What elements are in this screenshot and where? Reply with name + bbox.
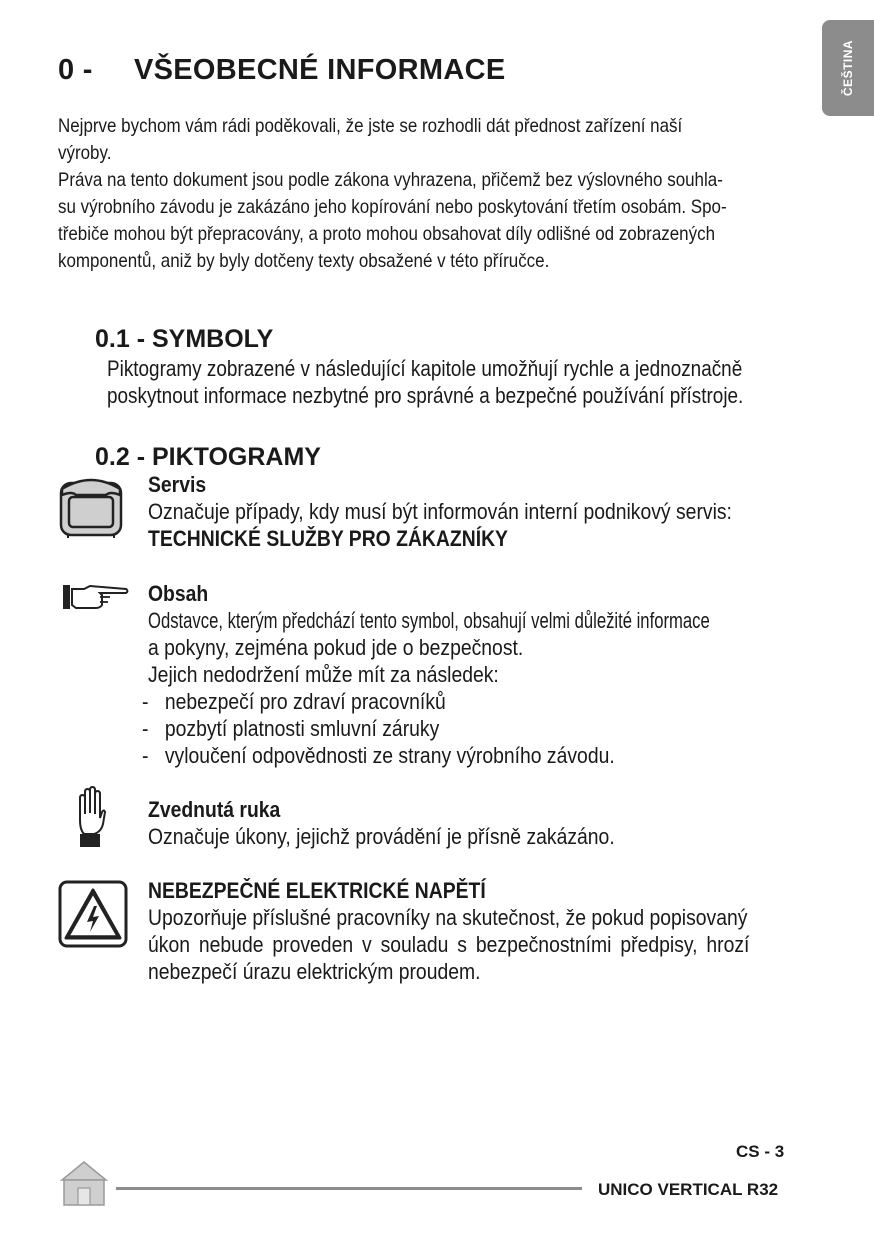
intro-line: třebiče mohou být přepracovány, a proto mohou obsahovat díly odlišné od zobrazených	[58, 223, 716, 245]
obsah-list	[142, 688, 615, 769]
language-tab-label: ČEŠTINA	[841, 39, 855, 97]
napeti-block	[148, 877, 749, 985]
ruka-title: Zvednutá ruka	[148, 797, 281, 822]
intro-line: komponentů, aniž by byly dotčeny texty obsažené v této příručce.	[58, 250, 550, 272]
telephone-icon	[58, 473, 124, 539]
language-tab[interactable]	[822, 20, 874, 116]
intro-line: su výrobního závodu je zakázáno jeho kopírování nebo poskytování třetím osobám. Spo-	[58, 196, 727, 218]
symbols-line: poskytnout informace nezbytné pro správné a bezpečné používání přístroje.	[107, 383, 744, 408]
obsah-line: Odstavce, kterým předchází tento symbol, obsahují velmi důležité informace	[148, 608, 710, 633]
chapter-title: VŠEOBECNÉ INFORMACE	[134, 54, 506, 86]
ruka-block	[148, 796, 615, 850]
napeti-line: nebezpečí úrazu elektrickým proudem.	[148, 959, 481, 984]
obsah-title: Obsah	[148, 581, 209, 606]
list-item	[142, 742, 615, 769]
intro-line: Nejprve bychom vám rádi poděkovali, že jste se rozhodli dát přednost zařízení naší	[58, 115, 683, 137]
chapter-number: 0 -	[58, 54, 93, 86]
list-item-text: vyloučení odpovědnosti ze strany výrobního závodu.	[164, 743, 615, 768]
napeti-title: NEBEZPEČNÉ ELEKTRICKÉ NAPĚTÍ	[148, 878, 486, 903]
electric-hazard-icon	[58, 880, 128, 948]
list-item	[142, 688, 615, 715]
napeti-line: Upozorňuje příslušné pracovníky na skutečnost, že pokud popisovaný	[148, 905, 748, 930]
list-dash: -	[142, 743, 149, 768]
servis-block	[148, 471, 732, 552]
section-pictograms-heading: 0.2 - PIKTOGRAMY	[95, 443, 321, 471]
section-symbols-heading: 0.1 - SYMBOLY	[95, 325, 274, 353]
list-dash: -	[142, 689, 149, 714]
footer-divider	[116, 1187, 582, 1190]
list-item	[142, 715, 615, 742]
list-dash: -	[142, 716, 149, 741]
obsah-line: Jejich nedodržení může mít za následek:	[148, 662, 499, 687]
intro-paragraph	[58, 113, 727, 275]
list-item-text: pozbytí platnosti smluvní záruky	[164, 716, 440, 741]
home-icon[interactable]	[60, 1160, 108, 1206]
list-item-text: nebezpečí pro zdraví pracovníků	[164, 689, 446, 714]
obsah-block	[148, 580, 801, 688]
ruka-text: Označuje úkony, jejichž provádění je přísně zakázáno.	[148, 824, 615, 849]
intro-line: výroby.	[58, 142, 112, 164]
servis-title: Servis	[148, 472, 207, 497]
pointing-hand-icon	[62, 583, 130, 611]
napeti-line: úkon nebude proveden v souladu s bezpečnostními předpisy, hrozí	[148, 932, 750, 957]
page-number: CS - 3	[736, 1142, 785, 1161]
symbols-line: Piktogramy zobrazené v následující kapitole umožňují rychle a jednoznačně	[107, 356, 743, 381]
obsah-line: a pokyny, zejména pokud jde o bezpečnost.	[148, 635, 524, 660]
section-symbols-text	[107, 355, 743, 409]
servis-text: Označuje případy, kdy musí být informován interní podnikový servis:	[148, 499, 732, 524]
servis-department: TECHNICKÉ SLUŽBY PRO ZÁKAZNÍKY	[148, 526, 508, 551]
raised-hand-icon	[74, 786, 106, 848]
model-name: UNICO VERTICAL R32	[598, 1180, 779, 1199]
intro-line: Práva na tento dokument jsou podle zákona vyhrazena, přičemž bez výslovného souhla-	[58, 169, 723, 191]
